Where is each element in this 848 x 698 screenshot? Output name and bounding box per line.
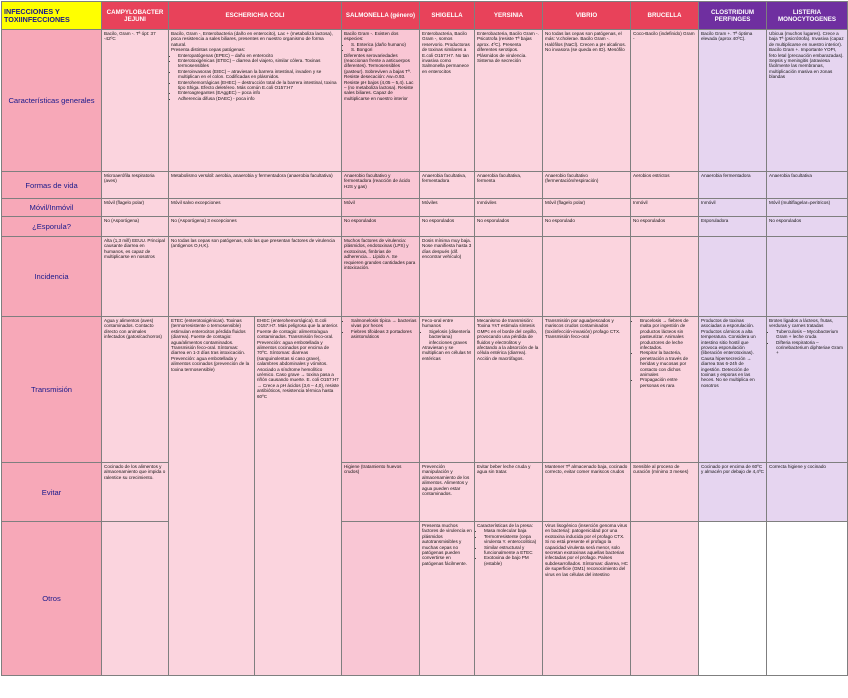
cell-incidencia-campylobacter: Alta (1,3 mill) EEUU. Principal causante diarrea en humanos, es capaz de multiplicarse en nosotros (102, 237, 169, 317)
cell-incidencia-vibrio (543, 237, 631, 317)
cell-formas-salmonella: Anaerobio facultativo y fermentadora (reacción de ácido H2S y gas) (342, 172, 420, 199)
cell-esporula-brucella: No esporulados (631, 217, 699, 237)
cell-movil-campylobacter: Móvil (flagelo polar) (102, 199, 169, 217)
cell-evitar-shigella: Prevención manipulación y almacenamiento de los alimentos. Alimentos y agua pueden estar contaminados. (420, 463, 475, 522)
cell-car-ecoli (169, 30, 342, 172)
cell-esporula-salmonella: No esporulados (342, 217, 420, 237)
cell-evitar-yersinia: Evitar beber leche cruda y agua sin tratar. (475, 463, 543, 522)
yersinia-otros-list (477, 528, 540, 566)
list-item: • Brucelosis → fiebres de malta por ingestión de productos lácteos sin pasteurizar. Animales productores de leche infectados. (640, 318, 696, 350)
col-header-salmonella: SALMONELLA (género) (342, 2, 420, 30)
cell-incidencia-listeria (767, 237, 848, 317)
list-item: • Sigelosis (disentería bacteriana) infecciones graves (429, 329, 472, 345)
list-item: • Similar estructural y funcionalmente a ETEC (484, 545, 540, 556)
list-item: • Enteroagregantes (EAggEC) – poca info (178, 90, 339, 95)
list-item: • Masa molecular baja (484, 528, 540, 533)
cell-formas-vibrio: Anaerobio facultativo (fermentación/respiración) (543, 172, 631, 199)
cell-car-brucella: Coco-Bacilo (indefinido) Gram - (631, 30, 699, 172)
cell-incidencia-shigella: Dosis mínima muy baja. Nose manifiesta hasta 3 días después (dif. encontrar vehículo) (420, 237, 475, 317)
list-item: • Enteropatógenas (EPEC) – daño en enterocito (178, 53, 339, 58)
cell-formas-clostridium: Anaerobia fermentadora (699, 172, 767, 199)
col-header-brucella: BRUCELLA (631, 2, 699, 30)
brucella-trans-list (633, 318, 696, 388)
cell-trans-clostridium: Productos de toxinas asociadas a esporulación. Productos cárnicos a alta temperatura. Considera un intestino sitio hostil que provoca esporulación (liberación enterotoxinas). Causa hipersecreción → diarrea tras 6-24h de ingestión. Detección de toxinas y esporas en las heces. No se multiplica en nosotros (699, 317, 767, 463)
cell-evitar-listeria: Correcta higiene y cocinado (767, 463, 848, 522)
listeria-trans-intro: Brotes ligados a lácteos, frutas, verduras y carnes tratadas (769, 318, 834, 329)
cell-esporula-clostridium: Esporuladora (699, 217, 767, 237)
cell-car-shigella: Enterobacteria, Bacilo Gram -, somos reservorio. Productoras de toxinas similares a E.coli O157:H7. No tan invasiva como Salmonella permanece en enterocitos (420, 30, 475, 172)
cell-esporula-vibrio: No esporulado (543, 217, 631, 237)
cell-incidencia-brucella (631, 237, 699, 317)
cell-esporula-yersinia: No esporulados (475, 217, 543, 237)
cell-evitar-salmonella: Higiene (tratamiento huevos crudos) (342, 463, 420, 522)
cell-incidencia-ecoli: No todas las cepas son patógenas, solo las que presentan factores de virulencia (antígenos O,H,K). (169, 237, 342, 317)
cell-esporula-listeria: No esporulados (767, 217, 848, 237)
ecoli-sub-text: Presenta distintas cepas patógenas: (171, 47, 246, 53)
cell-otros-clostridium (699, 522, 767, 676)
cell-esporula-campylobacter: No (Asporógena) (102, 217, 169, 237)
shigella-trans-rest: Atraviesan y se multiplican en células M entéricas (422, 345, 471, 361)
yersinia-otros-intro: Características de la presa: (477, 523, 533, 528)
salmonella-rest-text: Diferentes serovariedades (reaccionan frente a anticuerpos diferentes). Termosensibles (pasteur). Sobreviven a bajas Tª. Resiste desecación: Aw=0.93. Resiste pH bajos (4,05 – 5,4). Lac – (no metaboliza lactosa). Resiste sales biliares. Capaz de multiplicarse en nuestro interior (344, 52, 414, 101)
row-header-formas: Formas de vida (2, 172, 102, 199)
cell-trans-listeria (767, 317, 848, 463)
cell-otros-shigella: Presenta muchos factores de virulencia en plásmidos autotransmisibles y muchas cepas no patógenas pueden convertirse en patógenas fácilmente. (420, 522, 475, 676)
cell-formas-shigella: Anaerobia facultativa, fermentadora (420, 172, 475, 199)
cell-evitar-brucella: Sensible al proceso de curación (mínimo 3 meses) (631, 463, 699, 522)
cell-trans-shigella (420, 317, 475, 463)
cell-otros-salmonella (342, 522, 420, 676)
cell-formas-ecoli: Metabolismo versátil: aerobia, anaerobia y fermentadora (anaerobia facultativa) (169, 172, 342, 199)
cell-trans-salmonella (342, 317, 420, 463)
row-header-otros: Otros (2, 522, 102, 676)
cell-evitar-clostridium: Cocinado por encima de 60ºC y almacén por debajo de 4,4ºC (699, 463, 767, 522)
cell-otros-brucella (631, 522, 699, 676)
shigella-trans-list (422, 329, 472, 345)
list-item: • Difteria respiratoria – corinebacterium diphteriae Gram + (776, 340, 845, 356)
list-item: • Termorresistente (cepa virulenta Y. enterocolitica) (484, 534, 540, 545)
list-item: • S. Bongori (351, 47, 417, 52)
cell-trans-ehec: EHEC (enterohemorrágica). E.coli O157:H7. Más peligrosa que la anterior. Fuente de contagio: alimento/agua contaminados. Transmisión feco-oral. Prevención: agua embotellada y alimentos cocinados por encima de 70ºC. Síntomas: diarreas (sanguinolentas si caso grave), calambres abdominales y vómitos. Asociado a síndrome hemolítico urémico. Caso grave → toxina pasa a riñón causando muerte. E. coli O157:H7 → Crece a pH ácidos (3,6 – 4,0), resiste antibióticos, resistencia térmica hasta 60ºC (255, 317, 342, 676)
salmonella-species-list (344, 42, 417, 53)
cell-movil-brucella: Inmóvil (631, 199, 699, 217)
cell-car-salmonella (342, 30, 420, 172)
shigella-trans-intro: Feco-oral entre humanos (422, 318, 454, 329)
cell-otros-campylobacter (102, 522, 169, 676)
salmonella-intro-text: Bacilo Gram -. Existen dos especies: (344, 31, 399, 42)
cell-movil-salmonella: Móvil (342, 199, 420, 217)
col-header-ecoli: ESCHERICHIA COLI (169, 2, 342, 30)
ecoli-intro-text: Bacilo, Gram -, Enterobacteria (daño en enterocito), Lac + (metaboliza lactosa), poca resistencia a sales biliares, presentes en nuestro organismo de forma natural. (171, 31, 333, 47)
list-item: • Enterohemorrágicas (EHEC) – destrucción total de la barrera intestinal, toxina tipo Shiga. Efecto deletéreo. Más común E.coli O157:H7 (178, 80, 339, 91)
cell-otros-yersinia (475, 522, 543, 676)
list-item: • Enterotoxigénicas (ETEC) – diarrea del viajero, similar cólera. Toxinas termosensibles (178, 58, 339, 69)
cell-otros-listeria (767, 522, 848, 676)
cell-otros-vibrio: Virus lisogénico (inserción genoma virus en bacteria): patogenicidad por una exotoxina inducida por el profago CTX. Si no está presente el profago la capacidad virulenta será menor, solo secretan exotoxinas aquellas bacterias infectadas por el profago. Países subdesarrollados. Síntomas: diarrea, HC de superficie (GM1) reconocimiento del virus en las células del intestino (543, 522, 631, 676)
list-item: • Tuberculosis – Mycobacterium Gram + leche cruda (776, 329, 845, 340)
list-item: • S. Enterica (daño humano) (351, 42, 417, 47)
cell-movil-shigella: Móviles (420, 199, 475, 217)
cell-trans-etec: ETEC (enterotoxigénicas). Toxinas (termorresistente o termosensible) estimulan enterocitos pérdida fluidos (diarrea). Fuente de contagio: agua/alimentos contaminados. Transmisión feco-oral. Síntomas: diarrea en 1-3 días tras intoxicación. Prevención: agua embotellada y alimentos cocinados (prevención de la toxina termosensible) (169, 317, 255, 676)
cell-esporula-ecoli: No (Asporógena) 3 excepciones (169, 217, 342, 237)
listeria-trans-list (769, 329, 845, 356)
row-header-evitar: Evitar (2, 463, 102, 522)
list-item: • Propagación entre personas es rara (640, 377, 696, 388)
cell-car-listeria: Ubicua (muchos lugares). Crece a baja Tª (psicrótrofa). Invasiva (capaz de multiplicarse en nuestro interior). Bacilo Gram +. Importante YOPI, feto letal (precaución embarazadas). Sepsis y meningitis (atraviesa fácilmente las membranas, multiplicación masiva en zonas blandas (767, 30, 848, 172)
list-item: • Exotoxina de bajo PM (estable) (484, 555, 540, 566)
col-header-campylobacter: CAMPYLOBACTER JEJUNI (102, 2, 169, 30)
list-item: • Adherencia difusa (DAEC) - poca info (178, 96, 339, 101)
col-header-yersinia: YERSINIA (475, 2, 543, 30)
cell-formas-listeria: Anaerobia facultativa (767, 172, 848, 199)
cell-formas-campylobacter: Microaerófila respiratoria (aves) (102, 172, 169, 199)
ecoli-strain-list (171, 53, 339, 102)
summary-table (1, 1, 848, 676)
table-title: INFECCIONES Y TOXIINFECCIONES (2, 2, 102, 30)
cell-movil-vibrio: Móvil (flagelo polar) (543, 199, 631, 217)
cell-car-clostridium: Bacilo Gram +. Tª óptima elevada (aprox 40ºC). (699, 30, 767, 172)
row-header-esporula: ¿Esporula? (2, 217, 102, 237)
cell-incidencia-yersinia (475, 237, 543, 317)
row-header-transmision: Transmisión (2, 317, 102, 463)
row-header-incidencia: Incidencia (2, 237, 102, 317)
col-header-vibrio: VIBRIO (543, 2, 631, 30)
list-item: • Fiebres tifoideas 3 portadores asintomáticos (351, 329, 417, 340)
cell-incidencia-salmonella: Muchos factores de virulencia: plásmidos, endotoxinas (LPS) y exotoxinas, fimbrias de adherencia… Lípido A. Se requieren grandes cantidades para intoxicación. (342, 237, 420, 317)
cell-car-campylobacter: Bacilo, Gram -. Tª ópt: 37 -42ºC (102, 30, 169, 172)
cell-formas-brucella: Aerobios estrictos (631, 172, 699, 199)
cell-movil-listeria: Móvil (multiflagelar=peritricos) (767, 199, 848, 217)
cell-evitar-campylobacter: Cocinado de los alimentos y almacenamiento que impida o ralentice su crecimiento. (102, 463, 169, 522)
cell-movil-clostridium: Inmóvil (699, 199, 767, 217)
col-header-clostridium: CLOSTRIDIUM PERFINGES (699, 2, 767, 30)
col-header-listeria: LISTERIA MONOCYTOGENES (767, 2, 848, 30)
cell-evitar-vibrio: Mantener Tª almacenado baja, cocinado correcto, evitar comer mariscos crudos (543, 463, 631, 522)
cell-trans-brucella (631, 317, 699, 463)
cell-car-vibrio: No todas las cepas son patógenas, el más: V.cholerae. Bacilo Gram -. Halófilos (NaCl). Crecen a pH alcalinos. No invasora (se queda en ID). Mesófilo (543, 30, 631, 172)
cell-movil-ecoli: Móvil salvo excepciones (169, 199, 342, 217)
list-item: • Respirar la bacteria, penetración a través de heridas y mucosas por contacto con dichos animales (640, 350, 696, 377)
cell-car-yersinia: Enterobacteria, Bacilo Gram -. Psicotrofa (resiste Tª bajas aprox. 4ºC). Presenta diferentes serotipos. Plásmidos de virulencia. Sistema de secreción (475, 30, 543, 172)
cell-trans-campylobacter: Agua y alimentos (aves) contaminados. Contacto directo con animales infectados (gatos/cachorros) (102, 317, 169, 463)
cell-esporula-shigella: No esporulados (420, 217, 475, 237)
cell-trans-yersinia: Mecanismo de transmisión: Toxina YsT estimula síntesis GMPc en el borde del cepillo, provocando una pérdida de fluidos y electrolitos y afectando a la absorción de la célula entérica (diarrea). Acción de macrófagos. (475, 317, 543, 463)
col-header-shigella: SHIGELLA (420, 2, 475, 30)
cell-formas-yersinia: Anaerobia facultativa, fermenta (475, 172, 543, 199)
row-header-caracteristicas: Características generales (2, 30, 102, 172)
salmonella-transmission-list (344, 318, 417, 340)
cell-trans-vibrio: Transmisión por agua/pescados y mariscos crudos contaminados (toxiinfección-invasión) profago CTX. Transmisión feco-oral (543, 317, 631, 463)
list-item: • Enteroinvasoras (EIEC) – atraviesan la barrera intestinal, invaden y se multiplican en el colon. Codificadas en plásmidos. (178, 69, 339, 80)
list-item: • Salmonelosis típica → bacterias vivas por heces (351, 318, 417, 329)
cell-incidencia-clostridium (699, 237, 767, 317)
row-header-movil: Móvil/Inmóvil (2, 199, 102, 217)
cell-movil-yersinia: Inmóviles (475, 199, 543, 217)
